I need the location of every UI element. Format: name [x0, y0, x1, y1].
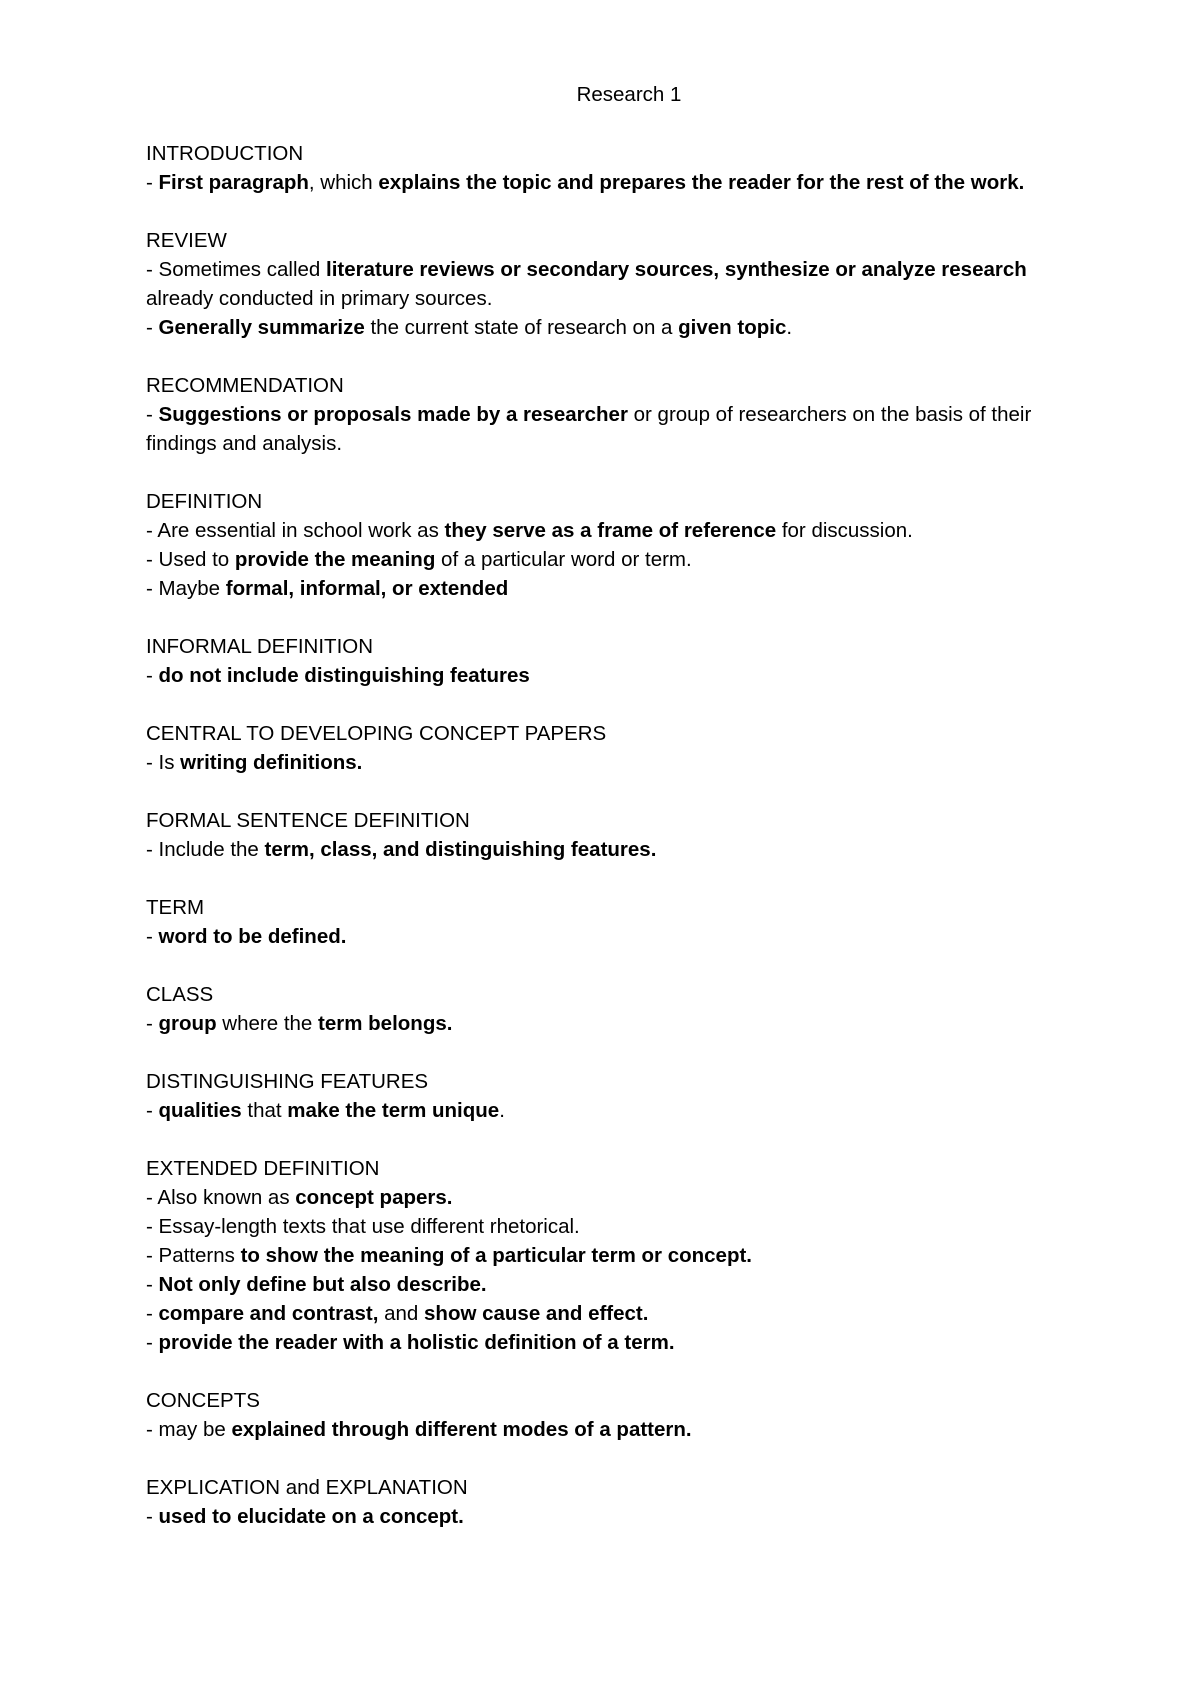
bullet-line [146, 1270, 1086, 1299]
section-informal-definition [146, 632, 1086, 690]
bullet-line [146, 1328, 1086, 1357]
bullet-line [146, 400, 1086, 458]
text: . [786, 316, 793, 339]
text: - [146, 316, 159, 339]
bold-text: show cause and effect. [424, 1302, 649, 1325]
text: - Is [146, 751, 181, 774]
text: , which [308, 171, 379, 194]
text: the current state of research on a [364, 316, 679, 339]
text: or group of researchers on the basis of their findings and analysis. [146, 403, 1032, 455]
section-heading: EXTENDED DEFINITION [146, 1157, 380, 1180]
section-heading: FORMAL SENTENCE DEFINITION [146, 809, 470, 832]
bullet-line [146, 1415, 1086, 1444]
section-extended-definition [146, 1154, 1086, 1357]
text: - Are essential in school work as [146, 519, 445, 542]
bullet-line [146, 835, 1086, 864]
text: - Patterns [146, 1244, 241, 1267]
bullet-line [146, 313, 1086, 342]
bullet-line [146, 1183, 1086, 1212]
bold-text: used to elucidate on a concept. [158, 1505, 464, 1528]
bold-text: Not only define but also describe. [158, 1273, 487, 1296]
bullet-line [146, 1212, 1086, 1241]
text: - Also known as [146, 1186, 296, 1209]
section-central-to-developing-concept-papers [146, 719, 1086, 777]
section-heading: INTRODUCTION [146, 142, 304, 165]
text: where the [216, 1012, 319, 1035]
section-formal-sentence-definition [146, 806, 1086, 864]
bold-text: writing definitions. [180, 751, 363, 774]
text: already conducted in primary sources. [146, 287, 493, 310]
section-explication-and-explanation [146, 1473, 1086, 1531]
text: - may be [146, 1418, 232, 1441]
bold-text: concept papers. [295, 1186, 453, 1209]
section-term [146, 893, 1086, 951]
bullet-line [146, 922, 1086, 951]
bold-text: term, class, and distinguishing features. [264, 838, 657, 861]
section-heading: REVIEW [146, 229, 227, 252]
section-heading: DEFINITION [146, 490, 263, 513]
text: - Include the [146, 838, 265, 861]
bold-text: Generally summarize [158, 316, 365, 339]
bullet-line [146, 1096, 1086, 1125]
text: - Maybe [146, 577, 226, 600]
bullet-line [146, 661, 1086, 690]
bullet-line [146, 574, 1086, 603]
section-heading: CENTRAL TO DEVELOPING CONCEPT PAPERS [146, 722, 607, 745]
section-heading: CONCEPTS [146, 1389, 260, 1412]
bold-text: to show the meaning of a particular term or concept. [240, 1244, 753, 1267]
bold-text: group [158, 1012, 217, 1035]
section-heading: EXPLICATION and EXPLANATION [146, 1476, 468, 1499]
bullet-line [146, 1299, 1086, 1328]
section-concepts [146, 1386, 1086, 1444]
bold-text: explains the topic and prepares the reader for the rest of the work. [378, 171, 1025, 194]
text: - [146, 1099, 159, 1122]
bullet-line [146, 1502, 1086, 1531]
bullet-line [146, 748, 1086, 777]
document-title: Research 1 [576, 83, 682, 106]
bold-text: literature reviews or secondary sources, synthesize or analyze research [326, 258, 1027, 281]
text: - Used to [146, 548, 235, 571]
text: - [146, 925, 159, 948]
bold-text: provide the meaning [234, 548, 436, 571]
text: - [146, 1331, 159, 1354]
bold-text: do not include distinguishing features [158, 664, 530, 687]
text: - [146, 1273, 159, 1296]
section-heading: CLASS [146, 983, 214, 1006]
bold-text: they serve as a frame of reference [444, 519, 777, 542]
section-review [146, 226, 1086, 342]
text: that [241, 1099, 288, 1122]
section-introduction [146, 139, 1086, 197]
section-heading: TERM [146, 896, 205, 919]
text: - Sometimes called [146, 258, 327, 281]
bold-text: provide the reader with a holistic definition of a term. [158, 1331, 675, 1354]
section-distinguishing-features [146, 1067, 1086, 1125]
text: - Essay-length texts that use different rhetorical. [146, 1215, 580, 1238]
bullet-line [146, 545, 1086, 574]
bullet-line [146, 1241, 1086, 1270]
text: and [378, 1302, 425, 1325]
text: - [146, 664, 159, 687]
text: - [146, 1505, 159, 1528]
bullet-line [146, 168, 1086, 197]
bold-text: Suggestions or proposals made by a researcher [158, 403, 628, 426]
bold-text: explained through different modes of a pattern. [231, 1418, 692, 1441]
bullet-line [146, 516, 1086, 545]
bold-text: make the term unique [287, 1099, 500, 1122]
bold-text: compare and contrast, [158, 1302, 379, 1325]
bold-text: qualities [158, 1099, 242, 1122]
text: - [146, 1302, 159, 1325]
text: - [146, 1012, 159, 1035]
bullet-line [146, 1009, 1086, 1038]
text: of a particular word or term. [435, 548, 692, 571]
document-body [146, 139, 1086, 1560]
bullet-line [146, 255, 1086, 313]
bold-text: word to be defined. [158, 925, 347, 948]
section-heading: DISTINGUISHING FEATURES [146, 1070, 429, 1093]
bold-text: given topic [678, 316, 787, 339]
bold-text: formal, informal, or extended [225, 577, 509, 600]
text: - [146, 403, 159, 426]
section-definition [146, 487, 1086, 603]
text: . [499, 1099, 505, 1122]
section-class [146, 980, 1086, 1038]
text: for discussion. [776, 519, 913, 542]
section-heading: RECOMMENDATION [146, 374, 344, 397]
bold-text: term belongs. [318, 1012, 453, 1035]
text: - [146, 171, 159, 194]
bold-text: First paragraph [158, 171, 309, 194]
section-heading: INFORMAL DEFINITION [146, 635, 374, 658]
section-recommendation [146, 371, 1086, 458]
